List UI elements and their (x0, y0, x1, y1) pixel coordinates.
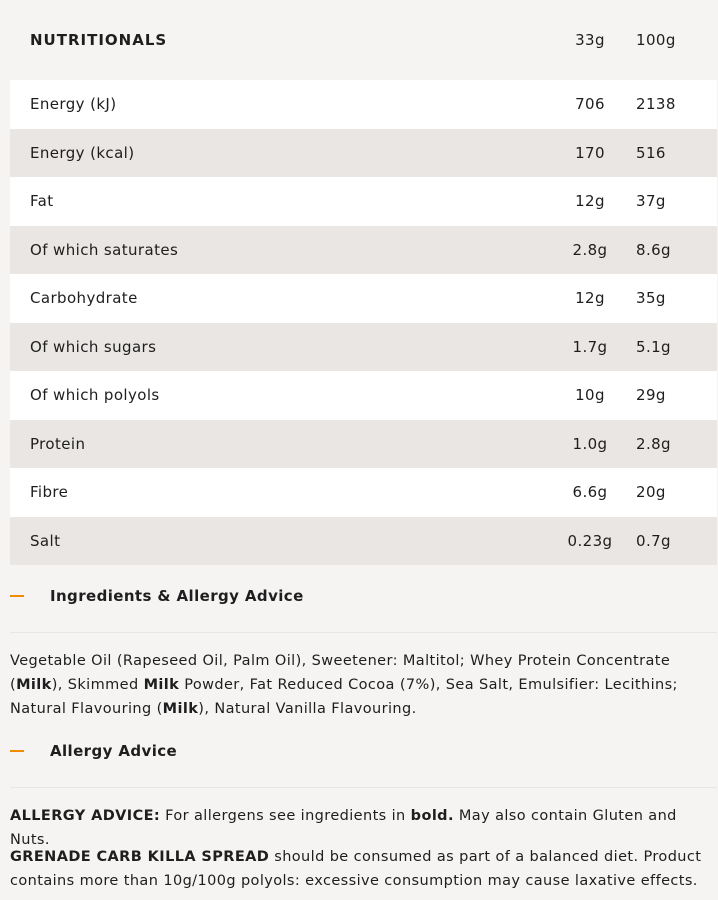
allergen-milk: Milk (16, 677, 52, 693)
nutrient-value-per-100g: 2138 (636, 95, 676, 114)
product-statement-text: should be consumed as part of a balanced diet. Product contains more than 10g/100g polyols: excessive consumption may cause laxative effects. (10, 849, 702, 889)
nutrient-label: Salt (30, 531, 61, 550)
table-row (10, 80, 717, 129)
nutrient-value-per-serving: 1.0g (572, 434, 608, 453)
nutrient-label: Energy (kcal) (30, 143, 135, 162)
nutrient-label: Of which sugars (30, 337, 157, 356)
table-row (10, 420, 717, 469)
nutrient-label: Fat (30, 192, 54, 211)
ingredients-text-part: ), Skimmed (51, 677, 144, 693)
ingredients-title: Ingredients & Allergy Advice (50, 587, 304, 605)
allergy-accordion-header[interactable] (10, 726, 717, 776)
divider (10, 787, 717, 788)
nutrient-value-per-100g: 8.6g (636, 240, 671, 259)
minus-icon[interactable] (10, 595, 24, 597)
nutrient-value-per-serving: 2.8g (572, 240, 608, 259)
nutrient-value-per-serving: 6.6g (572, 483, 608, 502)
nutrient-value-per-100g: 516 (636, 143, 666, 162)
table-row (10, 129, 717, 178)
nutrient-label: Energy (kJ) (30, 95, 117, 114)
nutrient-label: Of which saturates (30, 240, 179, 259)
ingredients-text (10, 649, 715, 721)
table-row (10, 274, 717, 323)
allergy-title: Allergy Advice (50, 742, 178, 760)
nutrient-value-per-100g: 35g (636, 289, 666, 308)
table-row (10, 517, 717, 566)
nutrient-value-per-serving: 1.7g (572, 337, 608, 356)
table-row (10, 323, 717, 372)
allergy-advice-part: May also contain Gluten and Nuts. (10, 808, 677, 848)
ingredients-text-part: Powder, Fat Reduced Cocoa (7%), Sea Salt, Emulsifier: Lecithins; Natural Flavouring ( (10, 677, 678, 717)
nutrient-label: Protein (30, 434, 86, 453)
nutrient-label: Fibre (30, 483, 69, 502)
nutrient-value-per-100g: 0.7g (636, 531, 671, 550)
nutrient-value-per-100g: 20g (636, 483, 666, 502)
nutrient-label: Of which polyols (30, 386, 160, 405)
nutrient-value-per-100g: 37g (636, 192, 666, 211)
nutrient-value-per-100g: 5.1g (636, 337, 671, 356)
minus-icon[interactable] (10, 750, 24, 752)
allergen-milk: Milk (143, 677, 180, 693)
nutrient-value-per-serving: 12g (575, 289, 605, 308)
nutrient-value-per-100g: 29g (636, 386, 666, 405)
divider (10, 632, 717, 633)
table-row (10, 371, 717, 420)
nutrition-header-row (10, 0, 717, 80)
nutrient-value-per-serving: 706 (575, 95, 605, 114)
allergy-advice-bold: bold. (410, 808, 454, 824)
ingredients-accordion-header[interactable] (10, 571, 717, 621)
ingredients-text-part: Vegetable Oil (Rapeseed Oil, Palm Oil), Sweetener: Maltitol; Whey Protein Concentrate ( (10, 653, 671, 693)
nutrition-header-label: NUTRITIONALS (30, 31, 168, 49)
nutrient-value-per-serving: 12g (575, 192, 605, 211)
table-row (10, 226, 717, 275)
nutrition-header-col1: 33g (575, 31, 605, 49)
allergy-advice-part: For allergens see ingredients in (160, 808, 411, 824)
allergy-advice-label: ALLERGY ADVICE: (10, 808, 161, 824)
nutrition-header-col2: 100g (636, 31, 676, 49)
nutrient-label: Carbohydrate (30, 289, 138, 308)
nutrient-value-per-100g: 2.8g (636, 434, 671, 453)
ingredients-text-part: ), Natural Vanilla Flavouring. (198, 701, 417, 717)
allergen-milk: Milk (162, 701, 199, 717)
nutrient-value-per-serving: 0.23g (567, 531, 613, 550)
table-row (10, 468, 717, 517)
product-name: GRENADE CARB KILLA SPREAD (10, 849, 270, 865)
table-row (10, 177, 717, 226)
nutrition-table (10, 0, 717, 565)
product-statement (10, 845, 715, 893)
nutrient-value-per-serving: 10g (575, 386, 605, 405)
nutrient-value-per-serving: 170 (575, 143, 605, 162)
